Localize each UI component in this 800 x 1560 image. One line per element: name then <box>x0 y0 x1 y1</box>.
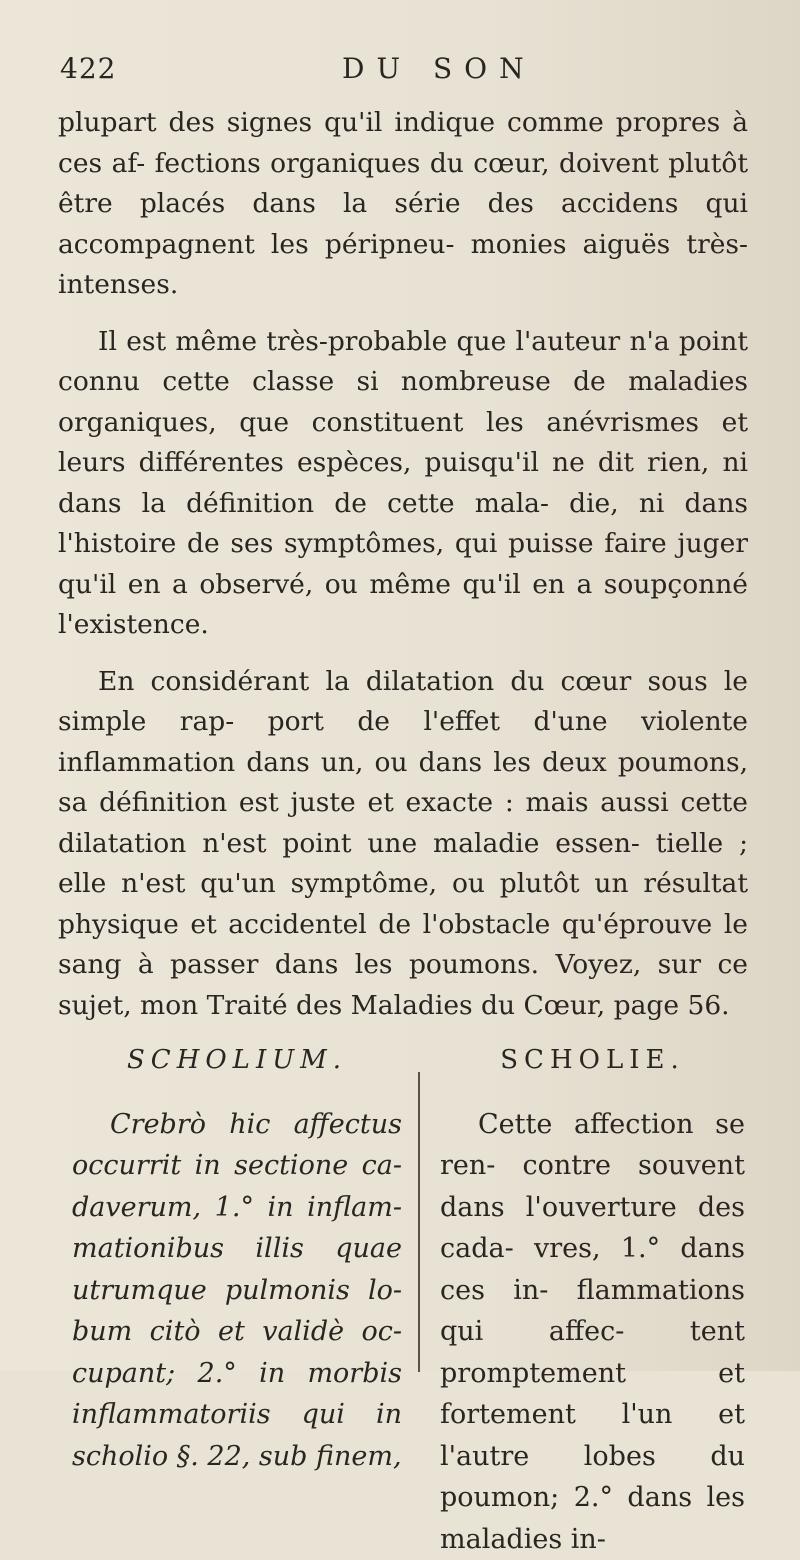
running-title: DU SON <box>342 52 536 85</box>
main-text <box>58 103 748 1026</box>
page-header <box>60 52 760 92</box>
paragraph-1: plupart des signes qu'il indique comme propres à ces af- fections organiques du cœur, doivent plutôt être placés dans la série des accidens qui accompagnent les péripneu- monies aiguës très-intenses. <box>58 103 748 306</box>
paragraph-2: Il est même très-probable que l'auteur n'a point connu cette classe si nombreuse de maladies organiques, que constituent les anévrismes et leurs différentes espèces, puisqu'il ne dit rien, ni dans la définition de cette mala- die, ni dans l'histoire de ses symptômes, qui puisse faire juger qu'il en a observé, ou même qu'il en a soupçonné l'existence. <box>58 322 748 646</box>
page-number: 422 <box>60 52 116 85</box>
paragraph-3: En considérant la dilatation du cœur sous le simple rap- port de l'effet d'une violente inflammation dans un, ou dans les deux poumons, sa définition est juste et exacte : mais aussi cette dilatation n'est point une maladie essen- tielle ; elle n'est qu'un symptôme, ou plutôt un résultat physique et accidentel de l'obstacle qu'éprouve le sang à passer dans les poumons. Voyez, sur ce sujet, mon Traité des Maladies du Cœur, page 56. <box>58 662 748 1027</box>
french-text: Cette affection se ren- contre souvent dans l'ouverture des cada- vres, 1.° dans ces in- flammations qui affec- tent promptement et fortement l'un et l'autre lobes du poumon; 2.° dans les maladies in- <box>440 1104 745 1560</box>
french-column <box>440 1040 745 1560</box>
french-heading: SCHOLIE. <box>440 1040 745 1082</box>
column-divider <box>418 1072 420 1372</box>
latin-text: Crebrò hic affectus occurrit in sectione ca- daverum, 1.° in inflam- mationibus illis quae utrumque pulmonis lo- bum citò et validè oc- cupant; 2.° in morbis inflammatoriis qui in scholio §. 22, sub finem, <box>72 1104 402 1478</box>
latin-column <box>72 1040 402 1477</box>
latin-heading: SCHOLIUM. <box>72 1040 402 1082</box>
